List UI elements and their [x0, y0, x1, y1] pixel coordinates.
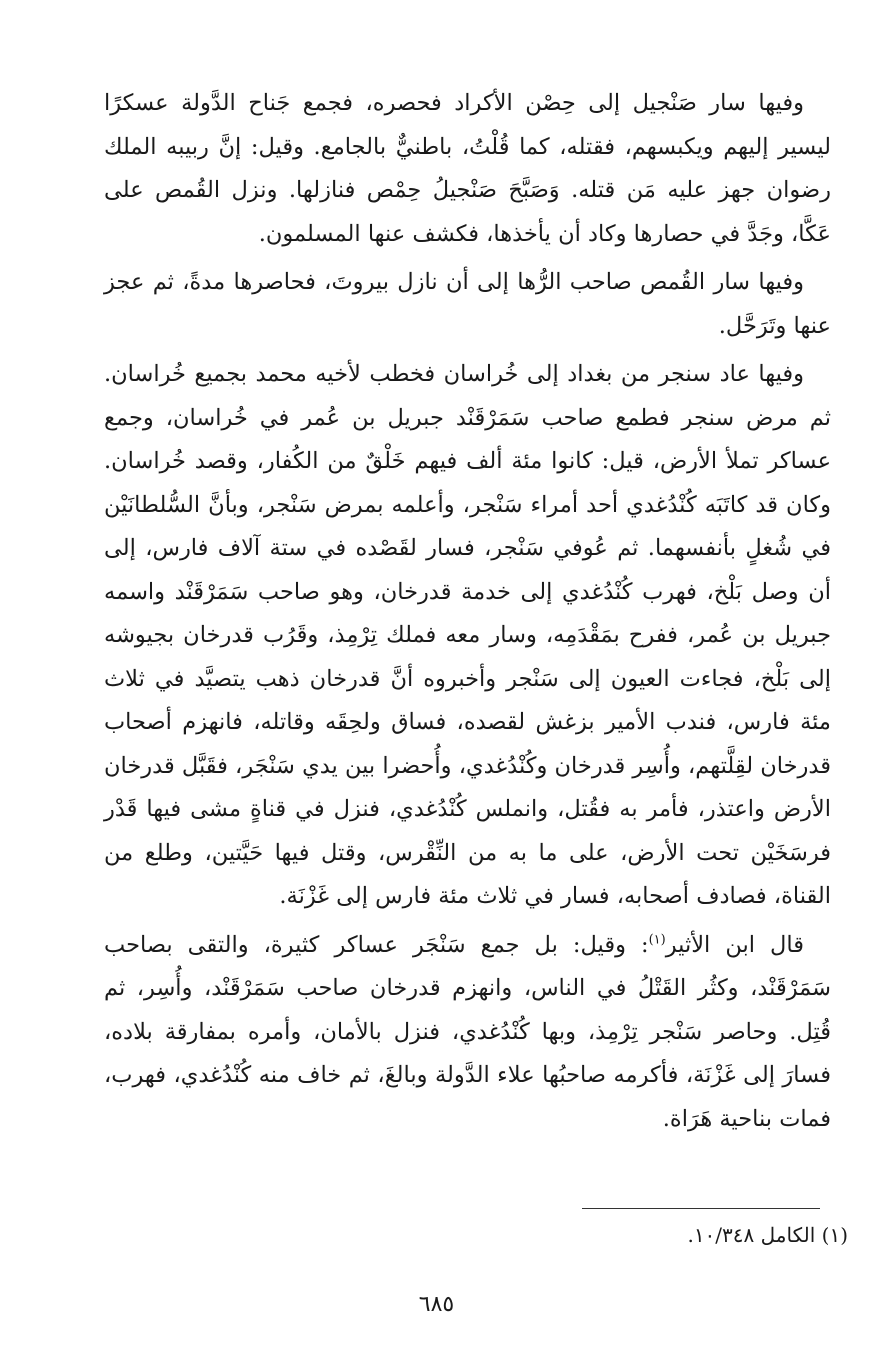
- page-number: ٦٨٥: [418, 1292, 455, 1317]
- footnote-divider: [582, 1208, 820, 1209]
- paragraph-ibn-al-athir-lead: قال ابن الأثير: [665, 931, 804, 958]
- paragraph-qums-beirut: وفيها سار القُمص صاحب الرُّها إلى أن نازل بيروتَ، فحاصرها مدةً، ثم عجز عنها وتَرَحَّل.: [104, 269, 831, 339]
- page-body: [104, 82, 831, 1141]
- paragraph-sanjar-khurasan: وفيها عاد سنجر من بغداد إلى خُراسان فخطب لأخيه محمد بجميع خُراسان. ثم مرض سنجر فطمع صاحب سَمَرْقَنْد جبريل بن عُمر في خُراسان، وجمع عساكر تملأ الأرض، قيل: كانوا مئة ألف فيهم خَلْقٌ من الكُفار، وقصد خُراسان. وكان قد كاتَبَه كُنْدُغدي أحد أمراء سَنْجر، وأعلمه بمرض سَنْجر، وبأنَّ السُّلطانَيْن في شُغلٍ بأنفسهما. ثم عُوفي سَنْجر، فسار لقَصْده في ستة آلاف فارس، إلى أن وصل بَلْخ، فهرب كُنْدُغدي إلى خدمة قدرخان، وهو صاحب سَمَرْقَنْد واسمه جبريل بن عُمر، ففرح بمَقْدَمِه، وسار معه فملك تِرْمِذ، وقَرُب قدرخان بجيوشه إلى بَلْخ، فجاءت العيون إلى سَنْجر وأخبروه أنَّ قدرخان ذهب يتصيَّد في ثلاث مئة فارس، فندب الأمير بزغش لقصده، فساق ولحِقَه وقاتله، فانهزم أصحاب قدرخان لقِلَّتهم، وأُسِر قدرخان وكُنْدُغدي، وأُحضرا بين يدي سَنْجَر، فقَبَّل قدرخان الأرض واعتذر، فأمر به فقُتل، وانملس كُنْدُغدي، فنزل في قناةٍ مشى فيها قَدْر فرسَخَيْن تحت الأرض، على ما به من النِّقْرس، وقتل فيها حَيَّتين، وطلع من القناة، فصادف أصحابه، فسار في ثلاث مئة فارس إلى غَزْنَة.: [104, 361, 832, 909]
- paragraph-ibn-al-athir-text: : وقيل: بل جمع سَنْجَر عساكر كثيرة، والتقى بصاحب سَمَرْقَنْد، وكثُر القَتْلُ في الناس، وانهزم قدرخان صاحب سَمَرْقَنْد، وأُسِر، ثم قُتِل. وحاصر سَنْجر تِرْمِذ، وبها كُنْدُغدي، فنزل بالأمان، وأمره بمفارقة بلاده، فسارَ إلى غَزْنَة، فأكرمه صاحبُها علاء الدَّولة وبالغَ، ثم خاف منه كُنْدُغدي، فهرب، فمات بناحية هَرَاة.: [104, 931, 831, 1132]
- footnote: (١) الكامل ١٠/٣٤٨.: [687, 1223, 848, 1247]
- paragraph-ibn-al-athir: [104, 924, 831, 1142]
- footnote-marker: (١): [648, 932, 666, 947]
- paragraph-sanjil-hisn-al-akrad: وفيها سار صَنْجيل إلى حِصْن الأكراد فحصره، فجمع جَناح الدَّولة عسكرًا ليسير إليهم ويكبسهم، فقتله، كما قُلْتُ، باطنيٌّ بالجامع. وقيل: إنَّ ربيبه الملك رضوان جهز عليه مَن قتله. وَصَبَّحَ صَنْجيلُ حِمْص فنازلها. ونزل القُمص على عَكَّا، وجَدَّ في حصارها وكاد أن يأخذها، فكشف عنها المسلمون.: [104, 90, 831, 247]
